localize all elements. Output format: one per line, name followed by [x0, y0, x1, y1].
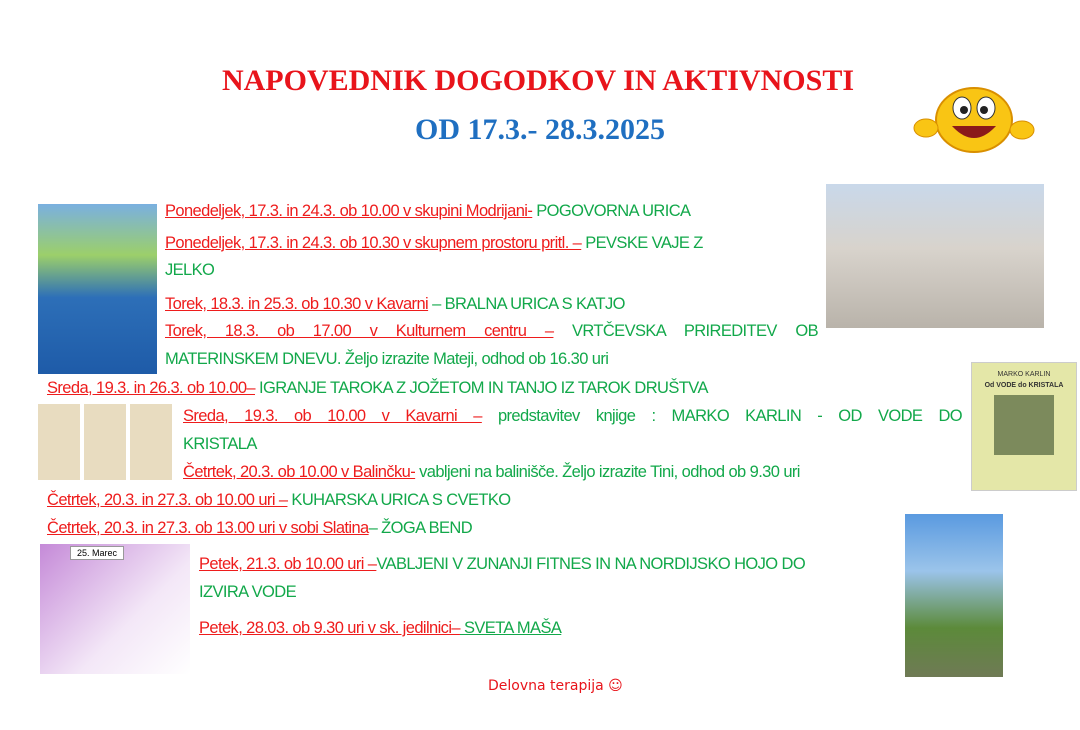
event-line: Četrtek, 20.3. in 27.3. ob 10.00 uri – KUHARSKA URICA S CVETKO [47, 491, 511, 509]
event-line: Ponedeljek, 17.3. in 24.3. ob 10.00 v skupini Modrijani- POGOVORNA URICA [165, 202, 691, 220]
event-line: Torek, 18.3. in 25.3. ob 10.30 v Kavarni – BRALNA URICA S KATJO [165, 295, 625, 313]
book-title: Od VODE do KRISTALA [984, 382, 1064, 389]
book-author: MARKO KARLIN [997, 371, 1051, 378]
event-line: Petek, 21.3. ob 10.00 uri –VABLJENI V ZUNANJI FITNES IN NA NORDIJSKO HOJO DO [199, 555, 806, 573]
tarot-cards-image [38, 404, 176, 480]
book-cover-image [971, 362, 1077, 491]
mothers-day-card-image [40, 544, 190, 674]
event-line: Sreda, 19.3. ob 10.00 v Kavarni – predstavitev knjige : MARKO KARLIN - OD VODE DO [183, 407, 962, 425]
event-line: Ponedeljek, 17.3. in 24.3. ob 10.30 v skupnem prostoru pritl. – PEVSKE VAJE Z [165, 234, 703, 252]
event-line-cont: KRISTALA [183, 435, 257, 453]
photo-residents-outdoors [38, 204, 157, 374]
event-line-cont: JELKO [165, 261, 215, 279]
event-line-cont: MATERINSKEM DNEVU. Željo izrazite Mateji, odhod ob 16.30 uri [165, 350, 609, 368]
photo-outdoor-fitness [905, 514, 1003, 677]
date-range: OD 17.3.- 28.3.2025 [415, 113, 665, 146]
photo-group-indoors [826, 184, 1044, 328]
smiley-emoji-icon [912, 86, 1036, 158]
event-line: Petek, 28.03. ob 9.30 uri v sk. jedilnici– SVETA MAŠA [199, 619, 562, 637]
event-line: Sreda, 19.3. in 26.3. ob 10.00– IGRANJE TAROKA Z JOŽETOM IN TANJO IZ TAROK DRUŠTVA [47, 379, 708, 397]
page-title: NAPOVEDNIK DOGODKOV IN AKTIVNOSTI [221, 64, 855, 97]
card-label: 25. Marec [70, 546, 124, 560]
event-line: Četrtek, 20.3. in 27.3. ob 13.00 uri v sobi Slatina– ŽOGA BEND [47, 519, 473, 537]
event-line: Četrtek, 20.3. ob 10.00 v Balinčku- vabljeni na balinišče. Željo izrazite Tini, odhod ob 9.30 uri [183, 463, 800, 481]
event-line-cont: IZVIRA VODE [199, 583, 297, 601]
footer-signature: Delovna terapija ☺ [488, 678, 623, 694]
event-line: Torek, 18.3. ob 17.00 v Kulturnem centru – VRTČEVSKA PRIREDITEV OB [165, 322, 818, 340]
